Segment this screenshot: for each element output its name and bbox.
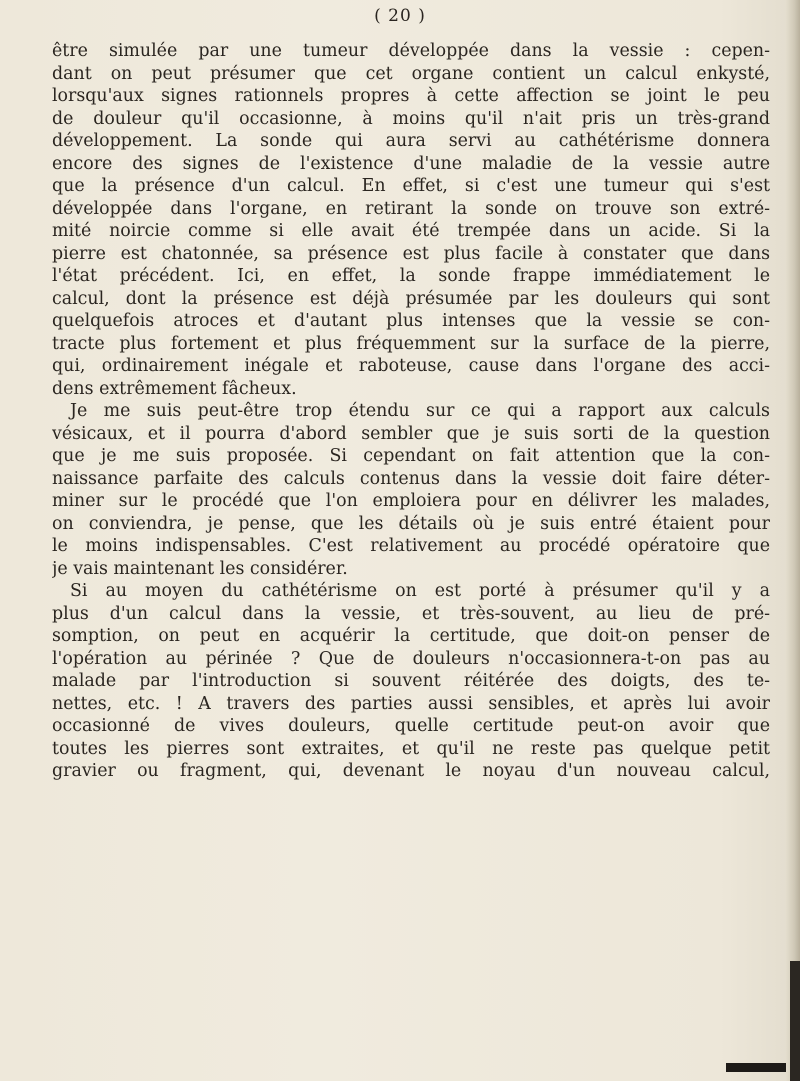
text-line: l'état précédent. Ici, en effet, la sonde frappe immédiatement le xyxy=(52,266,770,286)
text-line: l'opération au périnée ? Que de douleurs n'occasionnera-t-on pas au xyxy=(52,648,770,669)
scan-mark xyxy=(726,1063,786,1072)
page-right-edge xyxy=(786,0,800,1081)
text-line: vésicaux, et il pourra d'abord sembler que je suis sorti de la question xyxy=(52,423,770,444)
text-line: pierre est chatonnée, sa présence est plus facile à constater que dans xyxy=(52,243,770,264)
text-line: miner sur le procédé que l'on emploiera pour en délivrer les malades, xyxy=(52,491,770,511)
text-line: malade par l'introduction si souvent réitérée des doigts, des te- xyxy=(52,671,770,691)
binding-shadow xyxy=(790,961,800,1081)
text-line: toutes les pierres sont extraites, et qu'il ne reste pas quelque petit xyxy=(52,738,770,759)
text-line: calcul, dont la présence est déjà présumée par les douleurs qui sont xyxy=(52,288,770,309)
text-line: dant on peut présumer que cet organe contient un calcul enkysté, xyxy=(52,63,770,84)
text-line: gravier ou fragment, qui, devenant le noyau d'un nouveau calcul, xyxy=(52,761,770,781)
text-line: de douleur qu'il occasionne, à moins qu'il n'ait pris un très-grand xyxy=(52,108,770,129)
text-line: on conviendra, je pense, que les détails où je suis entré étaient pour xyxy=(52,513,770,534)
text-line: que la présence d'un calcul. En effet, si c'est une tumeur qui s'est xyxy=(52,176,770,196)
body-text xyxy=(52,40,770,783)
text-line: le moins indispensables. C'est relativement au procédé opératoire que xyxy=(52,536,770,556)
text-line: que je me suis proposée. Si cependant on fait attention que la con- xyxy=(52,446,770,466)
text-line: encore des signes de l'existence d'une maladie de la vessie autre xyxy=(52,153,770,174)
text-line: quelquefois atroces et d'autant plus intenses que la vessie se con- xyxy=(52,311,770,331)
page-number-header: ( 20 ) xyxy=(374,6,426,26)
text-line: être simulée par une tumeur développée dans la vessie : cepen- xyxy=(52,41,770,61)
text-line: somption, on peut en acquérir la certitude, que doit-on penser de xyxy=(52,626,770,646)
text-line: plus d'un calcul dans la vessie, et très-souvent, au lieu de pré- xyxy=(52,603,770,624)
text-line: occasionné de vives douleurs, quelle certitude peut-on avoir que xyxy=(52,716,770,736)
text-line: naissance parfaite des calculs contenus dans la vessie doit faire déter- xyxy=(52,468,770,489)
text-line: mité noircie comme si elle avait été trempée dans un acide. Si la xyxy=(52,221,770,241)
text-line: développée dans l'organe, en retirant la sonde on trouve son extré- xyxy=(52,198,770,219)
text-line: lorsqu'aux signes rationnels propres à cette affection se joint le peu xyxy=(52,86,770,106)
text-line: Si au moyen du cathétérisme on est porté à présumer qu'il y a xyxy=(70,581,770,601)
text-line: dens extrêmement fâcheux. xyxy=(52,378,297,399)
text-line: Je me suis peut-être trop étendu sur ce qui a rapport aux calculs xyxy=(70,401,770,421)
text-line: développement. La sonde qui aura servi au cathétérisme donnera xyxy=(52,131,770,151)
text-line: qui, ordinairement inégale et raboteuse, cause dans l'organe des acci- xyxy=(52,356,770,376)
text-line: nettes, etc. ! A travers des parties aussi sensibles, et après lui avoir xyxy=(52,693,770,714)
text-line: je vais maintenant les considérer. xyxy=(52,558,348,579)
text-line: tracte plus fortement et plus fréquemment sur la surface de la pierre, xyxy=(52,333,770,354)
